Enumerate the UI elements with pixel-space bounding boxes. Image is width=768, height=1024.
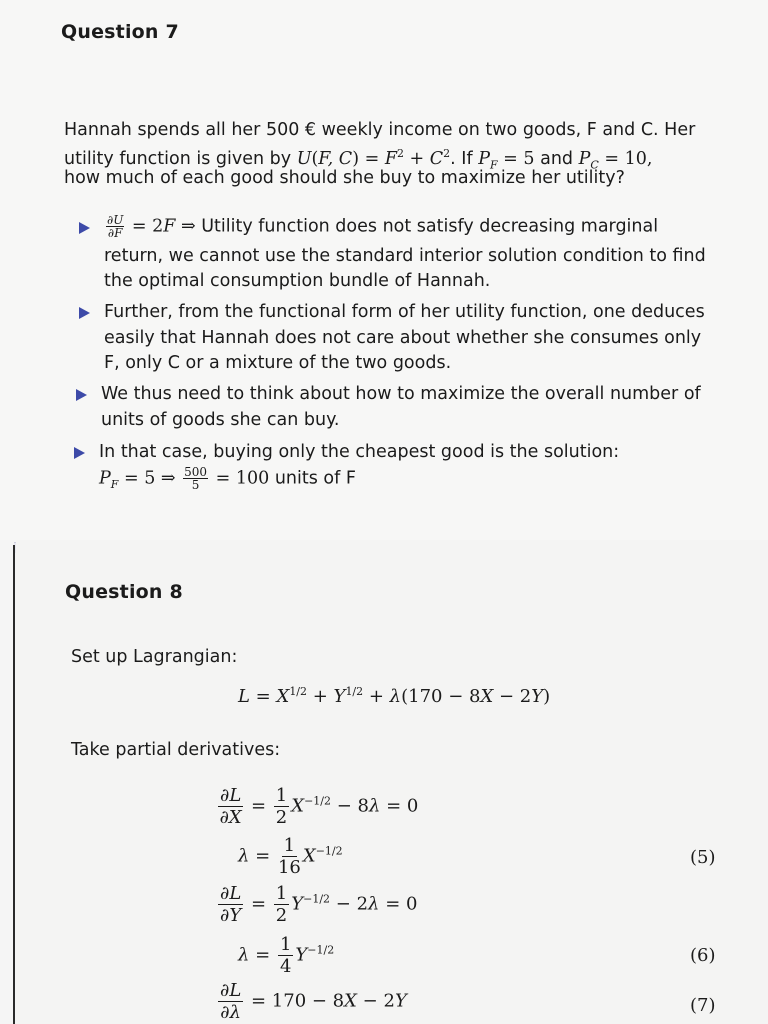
bullet-2-line-3: F, only C or a mixture of the two goods. xyxy=(104,353,452,373)
price-fraction xyxy=(183,466,208,491)
problem-line-2-text-c: and xyxy=(534,148,579,169)
question-8-title: Question 8 xyxy=(65,581,183,603)
fraction-numerator: 500 xyxy=(184,465,208,479)
bullet-4-line-2: $P_F = 5$ ⇒ $\frac{500}{5}$ = 100 units of F xyxy=(99,465,356,492)
partial-u-over-partial-f: $\frac{\partial U}{\partial F}$ xyxy=(107,213,124,240)
bullet-2-line-2: easily that Hannah does not care about whether she consumes only xyxy=(104,328,702,348)
take-partial-derivatives-label: Take partial derivatives: xyxy=(71,740,281,760)
equation-number-6: (6) xyxy=(690,945,716,966)
lagrangian-equation: $L = X^{1/2} + Y^{1/2} + \lambda(170 - 8X - 2Y)$ xyxy=(238,685,551,707)
problem-line-1: Hannah spends all her 500 € weekly income on two goods, F and C. Her xyxy=(64,120,696,140)
bullet-1-line-2: return, we cannot use the standard interior solution condition to find xyxy=(104,246,706,266)
problem-line-2: utility function is given by U(F, $C) = F^2 + C^2$. If $P_F = 5$ and $P_C = 10$, xyxy=(64,147,653,172)
problem-line-3: how much of each good should she buy to maximize her utility? xyxy=(64,168,625,188)
partial-l-partial-lambda-equation: $\frac{\partial L}{\partial\lambda}$ = 170 − 8X − 2Y xyxy=(220,980,407,1023)
partial-l-partial-y-equation: $\frac{\partial L}{\partial Y}$ = $\frac{1}{2}$ $Y^{-1/2} - 2\lambda = 0$ xyxy=(220,883,418,926)
equation-number-5: (5) xyxy=(690,847,716,868)
bullet-triangle-icon xyxy=(79,307,90,319)
bullet-1-line-3: the optimal consumption bundle of Hannah. xyxy=(104,271,491,291)
bullet-triangle-icon xyxy=(79,222,90,234)
bullet-triangle-icon xyxy=(76,389,87,401)
bullet-3-line-2: units of goods she can buy. xyxy=(101,410,340,430)
bullet-triangle-icon xyxy=(74,447,85,459)
problem-line-2-text-b: . If xyxy=(450,148,479,169)
bullet-4-line-1: In that case, buying only the cheapest good is the solution: xyxy=(99,442,620,462)
lambda-x-equation: λ = $\frac{1}{16}$ $X^{-1/2}$ xyxy=(238,835,343,878)
left-border-rule xyxy=(13,545,15,1024)
bullet-1-line-1: $\frac{\partial U}{\partial F}$ = 2F ⇒ Utility function does not satisfy decreasing marginal xyxy=(107,213,659,240)
question-7-title: Question 7 xyxy=(61,21,179,43)
bullet-3-line-1: We thus need to think about how to maximize the overall number of xyxy=(101,384,701,404)
bullet-2-line-1: Further, from the functional form of her utility function, one deduces xyxy=(104,302,705,322)
bullet-4-units: units of F xyxy=(269,468,356,489)
question-8-slide xyxy=(16,540,768,1024)
bullet-1-text-1: Utility function does not satisfy decreasing marginal xyxy=(201,216,659,237)
utility-function-math: U xyxy=(296,148,312,169)
lambda-y-equation: λ = $\frac{1}{4}$ $Y^{-1/2}$ xyxy=(238,934,335,977)
partial-l-partial-x-equation: $\frac{\partial L}{\partial X}$ = $\frac{1}{2}$ $X^{-1/2} - 8\lambda = 0$ xyxy=(219,785,419,828)
equation-number-7: (7) xyxy=(690,995,716,1016)
setup-lagrangian-label: Set up Lagrangian: xyxy=(71,647,238,667)
problem-line-2-text-a: utility function is given by xyxy=(64,148,297,169)
fraction-denominator: 5 xyxy=(191,478,200,492)
